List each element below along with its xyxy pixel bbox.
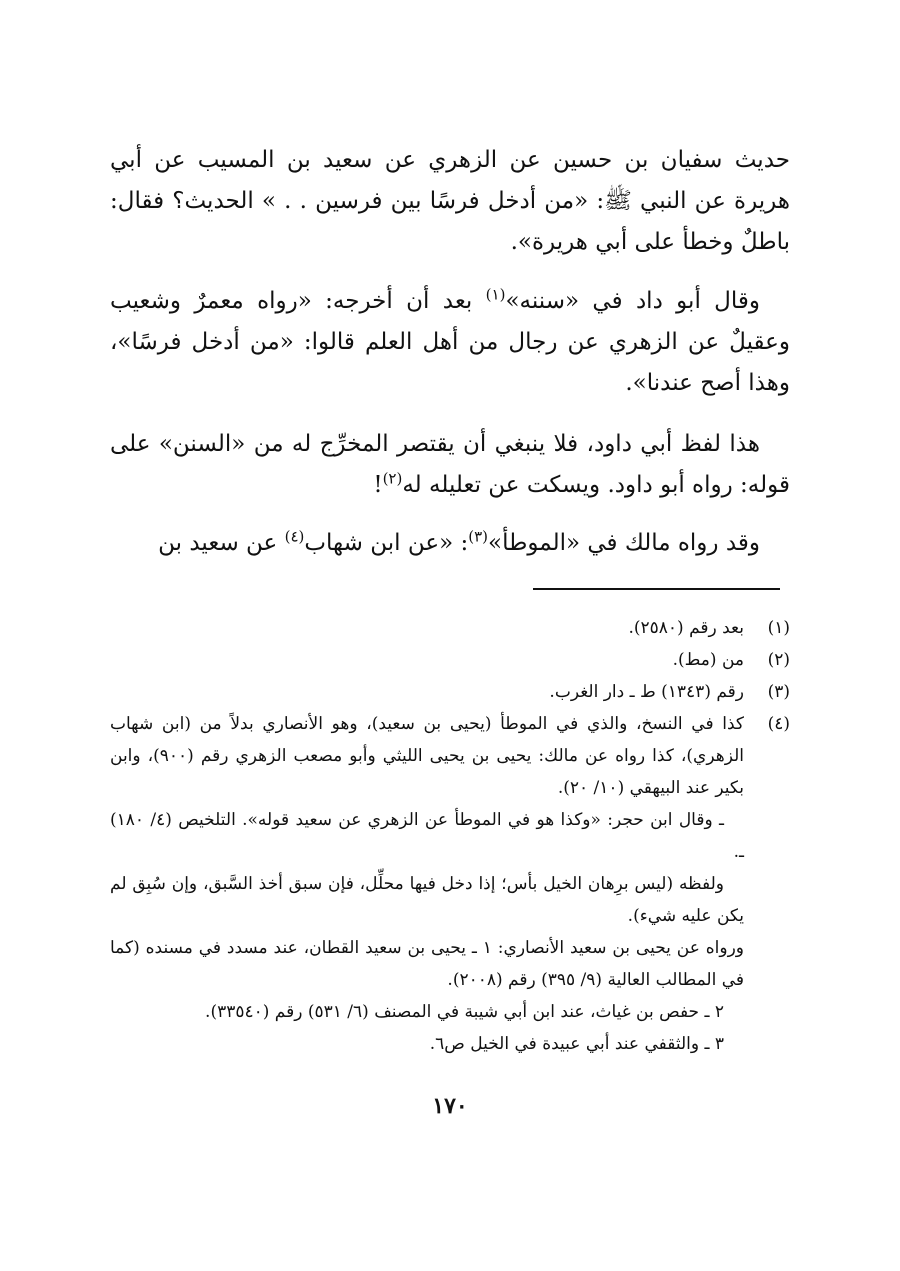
footnote-ref-1[interactable]: (١) (485, 285, 506, 304)
footnote-4-continuation-4: ٢ ـ حفص بن غياث، عند ابن أبي شيبة في المصنف (٦/ ٥٣١) رقم (٣٣٥٤٠). (205, 1002, 724, 1022)
paragraph-2 (110, 281, 790, 404)
footnote-separator (533, 588, 780, 590)
footnote-ref-2[interactable]: (٢) (382, 469, 403, 488)
footnote-1-number: (١) (767, 618, 790, 638)
footnote-2 (110, 644, 790, 676)
footnote-ref-4[interactable]: (٤) (284, 527, 305, 546)
paragraph-2-text-a: وقال أبو داد في «سننه» (505, 288, 761, 314)
footnote-4-continuation-5: ٣ ـ والثقفي عند أبي عبيدة في الخيل ص٦. (429, 1034, 724, 1054)
footnote-1-text: بعد رقم (٢٥٨٠). (628, 618, 744, 638)
footnote-1 (110, 612, 790, 644)
footnote-3-text: رقم (١٣٤٣) ط ـ دار الغرب. (549, 682, 744, 702)
paragraph-4 (110, 523, 790, 564)
footnote-4-number: (٤) (767, 714, 790, 734)
paragraph-3 (110, 424, 790, 506)
paragraph-1 (110, 140, 790, 263)
footnote-2-number: (٢) (767, 650, 790, 670)
footnote-4-continuation-2: ولفظه (ليس برِهان الخيل بأس؛ إذا دخل فيها محلِّل، فإن سبق أخذ السَّبق، وإن سُبِق لم يكن عليه شيء). (110, 874, 744, 926)
paragraph-4-text-c: عن سعيد بن (158, 530, 285, 556)
footnote-4-text: كذا في النسخ، والذي في الموطأ (يحيى بن سعيد)، وهو الأنصاري بدلاً من (ابن شهاب الزهري)، كذا رواه عن مالك: يحيى بن يحيى الليثي وأبو مصعب الزهري رقم (٩٠٠)، وابن بكير عند البيهقي (١٠/ ٢٠). (110, 714, 744, 798)
footnote-4-continuation-3: ورواه عن يحيى بن سعيد الأنصاري: ١ ـ يحيى بن سعيد القطان، عند مسدد في مسنده (كما في المطالب العالية (٩/ ٣٩٥) رقم (٢٠٠٨). (110, 938, 745, 990)
footnotes (110, 612, 790, 1060)
paragraph-4-text-b: : «عن ابن شهاب (304, 530, 469, 556)
footnote-2-text: من (مط). (672, 650, 744, 670)
paragraph-1-text: حديث سفيان بن حسين عن الزهري عن سعيد بن المسيب عن أبي هريرة عن النبي ﷺ: «من أدخل فرسًا بين فرسين . . » الحديث؟ فقال: باطلٌ وخطأ على أبي هريرة». (110, 147, 790, 255)
paragraph-3-text-b: ! (373, 472, 383, 498)
paragraph-3-text-a: هذا لفظ أبي داود، فلا ينبغي أن يقتصر المخرِّج له من «السنن» على قوله: رواه أبو داود. ويسكت عن تعليله له (110, 431, 790, 498)
paragraph-2-text-b: بعد أن أخرجه: «رواه معمرٌ وشعيب وعقيلٌ عن الزهري عن رجال من أهل العلم قالوا: «من أدخل فرسًا»، وهذا أصح عندنا». (110, 288, 790, 396)
footnote-3 (110, 676, 790, 708)
footnote-ref-3[interactable]: (٣) (468, 527, 488, 546)
footnote-4 (110, 708, 790, 804)
footnote-3-number: (٣) (767, 682, 790, 702)
footnote-4-continuation-1: ـ وقال ابن حجر: «وكذا هو في الموطأ عن الزهري عن سعيد قوله». التلخيص (٤/ ١٨٠) ـ. (110, 810, 744, 862)
paragraph-4-text-a: وقد رواه مالك في «الموطأ» (488, 530, 760, 556)
page-number: ١٧٠ (432, 1093, 468, 1119)
